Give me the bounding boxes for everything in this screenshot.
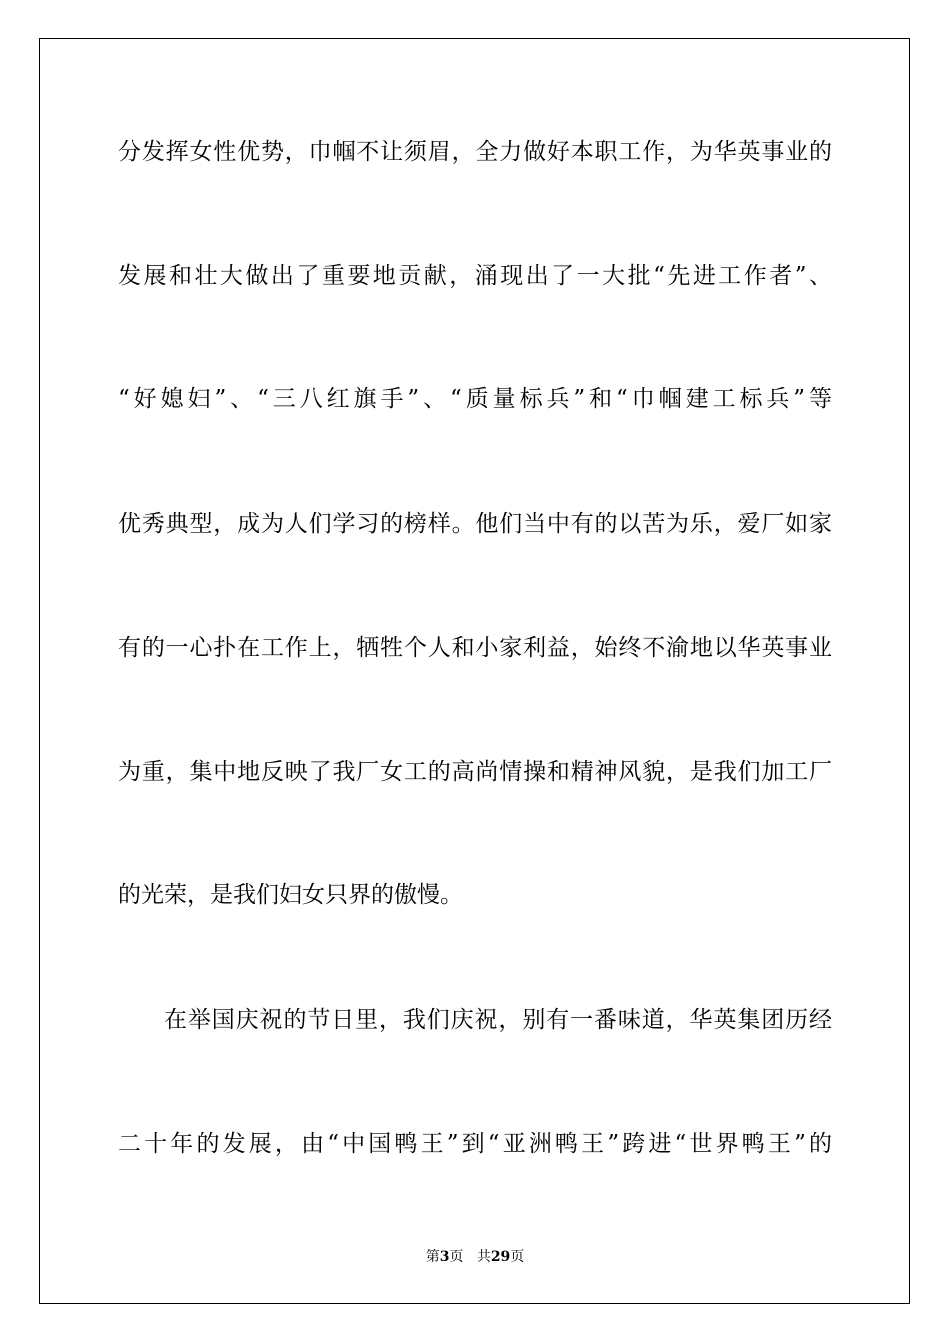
total-suffix: 页 bbox=[510, 1249, 525, 1265]
body-line-9: 二十年的发展，由“中国鸭王”到“亚洲鸭王”跨进“世界鸭王”的 bbox=[118, 1131, 832, 1157]
body-line-5: 有的一心扑在工作上，牺牲个人和小家利益，始终不渝地以华英事业 bbox=[118, 635, 832, 661]
body-line-1: 分发挥女性优势，巾帼不让须眉，全力做好本职工作，为华英事业的 bbox=[118, 139, 832, 165]
body-line-4: 优秀典型，成为人们学习的榜样。他们当中有的以苦为乐，爱厂如家 bbox=[118, 511, 832, 537]
page-number-footer bbox=[0, 1248, 950, 1266]
total-prefix: 共 bbox=[476, 1249, 491, 1265]
current-page-number: 3 bbox=[439, 1249, 450, 1265]
body-line-8: 在举国庆祝的节日里，我们庆祝，别有一番味道，华英集团历经 bbox=[164, 1007, 832, 1033]
page-suffix: 页 bbox=[449, 1249, 464, 1265]
body-line-7: 的光荣，是我们妇女只界的傲慢。 bbox=[118, 882, 463, 908]
body-line-3: “好媳妇”、“三八红旗手”、“质量标兵”和“巾帼建工标兵”等 bbox=[118, 386, 832, 412]
page-prefix: 第 bbox=[425, 1249, 440, 1265]
page-border bbox=[39, 38, 910, 1304]
total-page-count: 29 bbox=[490, 1249, 511, 1265]
body-line-6: 为重，集中地反映了我厂女工的高尚情操和精神风貌，是我们加工厂 bbox=[118, 759, 832, 785]
body-line-2: 发展和壮大做出了重要地贡献，涌现出了一大批“先进工作者”、 bbox=[118, 263, 832, 289]
